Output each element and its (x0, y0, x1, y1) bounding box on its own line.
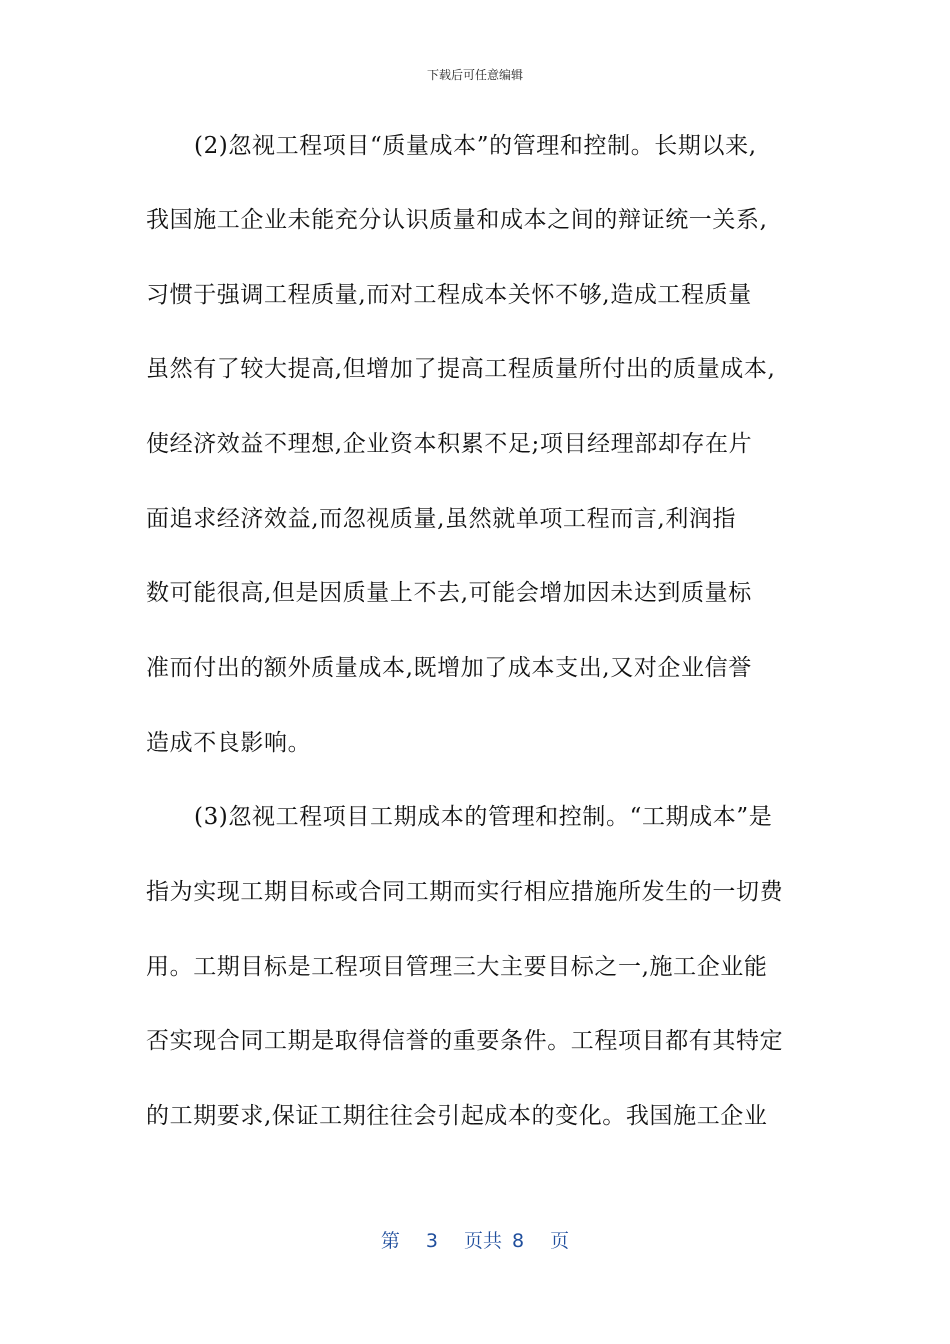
paragraph-1-line-3: 习惯于强调工程质量,而对工程成本关怀不够,造成工程质量 (146, 282, 752, 308)
footer-total-pages: 8 (512, 1230, 525, 1252)
paragraph-1-line-2: 我国施工企业未能充分认识质量和成本之间的辩证统一关系, (146, 207, 768, 233)
paragraph-1-line-6: 面追求经济效益,而忽视质量,虽然就单项工程而言,利润指 (146, 506, 737, 532)
paragraph-1-line-8: 准而付出的额外质量成本,既增加了成本支出,又对企业信誉 (146, 655, 752, 681)
footer-current-page: 3 (425, 1230, 438, 1252)
paragraph-1-line-1: (2)忽视工程项目“质量成本”的管理和控制。长期以来, (194, 133, 757, 159)
header-note: 下载后可任意编辑 (426, 68, 523, 82)
footer-prefix: 第 (380, 1230, 400, 1252)
paragraph-2-line-1: (3)忽视工程项目工期成本的管理和控制。“工期成本”是 (194, 804, 773, 830)
paragraph-2-line-5: 的工期要求,保证工期往往会引起成本的变化。我国施工企业 (146, 1103, 768, 1129)
paragraph-2-line-2: 指为实现工期目标或合同工期而实行相应措施所发生的一切费 (146, 879, 784, 905)
footer-middle: 页共 (463, 1230, 502, 1252)
paragraph-2-line-4: 否实现合同工期是取得信誉的重要条件。工程项目都有其特定 (146, 1028, 784, 1054)
page-footer (0, 1226, 950, 1253)
paragraph-2-line-3: 用。工期目标是工程项目管理三大主要目标之一,施工企业能 (146, 954, 768, 980)
paragraph-1-line-9: 造成不良影响。 (146, 730, 312, 756)
paragraph-1-line-5: 使经济效益不理想,企业资本积累不足;项目经理部却存在片 (146, 431, 753, 457)
footer-suffix: 页 (550, 1230, 570, 1252)
paragraph-1-line-4: 虽然有了较大提高,但增加了提高工程质量所付出的质量成本, (146, 356, 776, 382)
paragraph-1-line-7: 数可能很高,但是因质量上不去,可能会增加因未达到质量标 (146, 580, 752, 606)
